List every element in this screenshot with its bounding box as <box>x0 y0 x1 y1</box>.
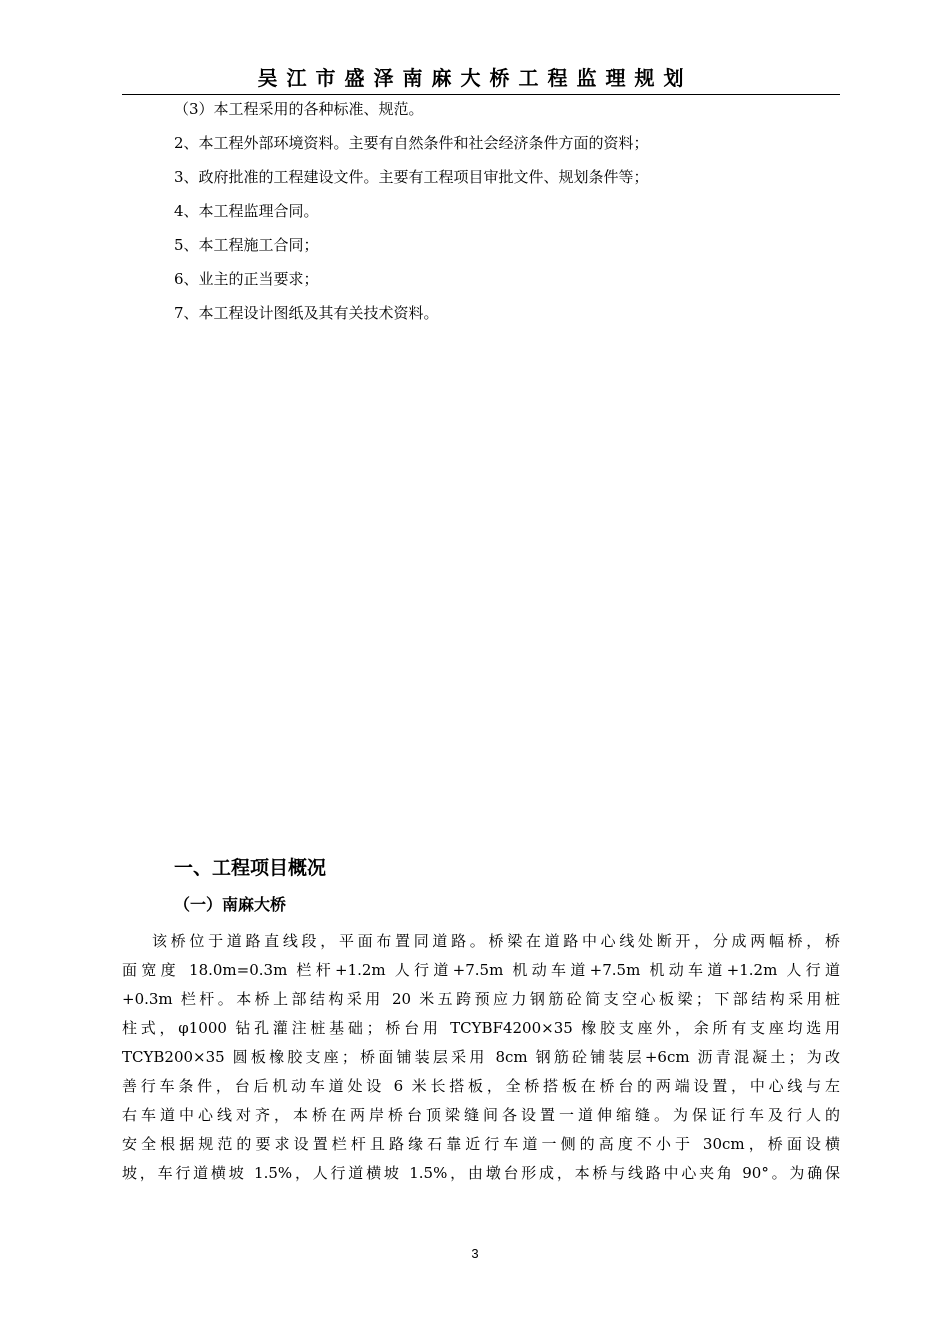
basis-list <box>174 92 649 330</box>
paragraph-line: +0.3m 栏杆。本桥上部结构采用 20 米五跨预应力钢筋砼简支空心板梁；下部结构采用桩 <box>122 990 840 1008</box>
list-item: 7、本工程设计图纸及其有关技术资料。 <box>174 304 439 322</box>
bridge-description-paragraph <box>122 927 840 1188</box>
paragraph-line: 该桥位于道路直线段，平面布置同道路。桥梁在道路中心线处断开，分成两幅桥，桥 <box>152 932 840 950</box>
paragraph-line: 坡，车行道横坡 1.5%，人行道横坡 1.5%，由墩台形成，本桥与线路中心夹角 90°。为确保 <box>122 1164 840 1182</box>
paragraph-line: 右车道中心线对齐，本桥在两岸桥台顶梁缝间各设置一道伸缩缝。为保证行车及行人的 <box>122 1106 840 1124</box>
list-item: 4、本工程监理合同。 <box>174 202 319 220</box>
paragraph-line: 面宽度 18.0m=0.3m 栏杆+1.2m 人行道+7.5m 机动车道+7.5m 机动车道+1.2m 人行道 <box>122 961 840 979</box>
list-item: （3）本工程采用的各种标准、规范。 <box>174 100 424 118</box>
paragraph-line: TCYB200×35 圆板橡胶支座；桥面铺装层采用 8cm 钢筋砼铺装层+6cm 沥青混凝土；为改 <box>122 1048 840 1066</box>
page-number: 3 <box>471 1246 479 1261</box>
section-heading: 一、工程项目概况 <box>174 857 327 879</box>
paragraph-line: 安全根据规范的要求设置栏杆且路缘石靠近行车道一侧的高度不小于 30cm，桥面设横 <box>122 1135 840 1153</box>
page-header-title: 吴江市盛泽南麻大桥工程监理规划 <box>257 66 693 90</box>
paragraph-line: 柱式，φ1000 钻孔灌注桩基础；桥台用 TCYBF4200×35 橡胶支座外，余所有支座均选用 <box>122 1019 840 1037</box>
list-item: 5、本工程施工合同； <box>174 236 319 254</box>
list-item: 2、本工程外部环境资料。主要有自然条件和社会经济条件方面的资料； <box>174 134 649 152</box>
subsection-heading: （一）南麻大桥 <box>174 895 287 914</box>
list-item: 6、业主的正当要求； <box>174 270 319 288</box>
list-item: 3、政府批准的工程建设文件。主要有工程项目审批文件、规划条件等； <box>174 168 649 186</box>
paragraph-line: 善行车条件，台后机动车道处设 6 米长搭板，全桥搭板在桥台的两端设置，中心线与左 <box>122 1077 840 1095</box>
